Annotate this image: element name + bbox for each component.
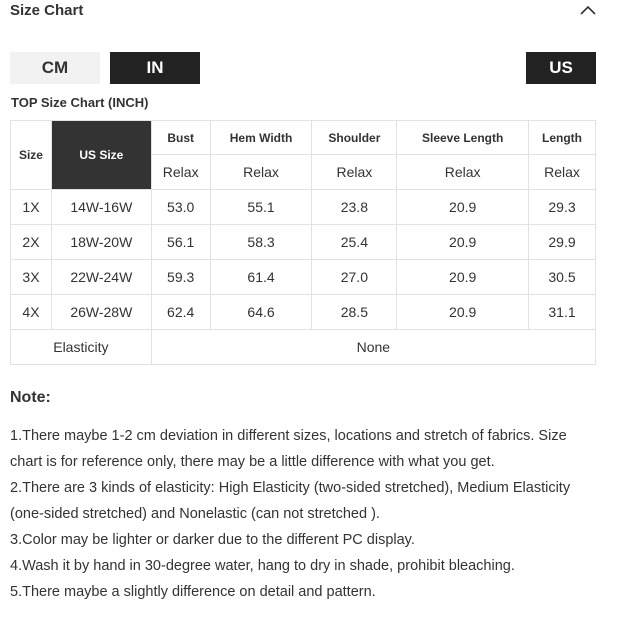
table-row bbox=[11, 260, 596, 295]
value-cell: 25.4 bbox=[312, 225, 397, 260]
column-header: Hem Width bbox=[210, 121, 312, 155]
value-cell: 64.6 bbox=[210, 295, 312, 330]
column-header: Bust bbox=[151, 121, 210, 155]
unit-cm-button[interactable]: CM bbox=[10, 52, 100, 84]
value-cell: 62.4 bbox=[151, 295, 210, 330]
value-cell: 61.4 bbox=[210, 260, 312, 295]
value-cell: 30.5 bbox=[529, 260, 596, 295]
column-subheader: Relax bbox=[151, 155, 210, 190]
note-title: Note: bbox=[10, 389, 51, 406]
unit-in-button[interactable]: IN bbox=[110, 52, 200, 84]
size-chart-title: Size Chart bbox=[10, 2, 84, 19]
table-row bbox=[11, 225, 596, 260]
chart-title: TOP Size Chart (INCH) bbox=[11, 95, 149, 110]
size-cell: 2X bbox=[11, 225, 52, 260]
us-size-cell: 22W-24W bbox=[51, 260, 151, 295]
table-row bbox=[11, 190, 596, 225]
chevron-up-icon[interactable] bbox=[579, 3, 597, 17]
value-cell: 20.9 bbox=[397, 190, 529, 225]
value-cell: 31.1 bbox=[529, 295, 596, 330]
value-cell: 27.0 bbox=[312, 260, 397, 295]
value-cell: 20.9 bbox=[397, 260, 529, 295]
note-list bbox=[10, 423, 600, 605]
us-size-cell: 18W-20W bbox=[51, 225, 151, 260]
column-header: Length bbox=[529, 121, 596, 155]
value-cell: 23.8 bbox=[312, 190, 397, 225]
column-subheader: Relax bbox=[397, 155, 529, 190]
value-cell: 20.9 bbox=[397, 295, 529, 330]
us-size-cell: 14W-16W bbox=[51, 190, 151, 225]
value-cell: 55.1 bbox=[210, 190, 312, 225]
elasticity-value: None bbox=[151, 330, 595, 365]
us-size-cell: 26W-28W bbox=[51, 295, 151, 330]
table-header-row bbox=[11, 121, 596, 155]
note-item: 1.There maybe 1-2 cm deviation in different sizes, locations and stretch of fabrics. Size chart is for reference only, there may be a little difference with what you get. bbox=[10, 428, 567, 470]
size-cell: 3X bbox=[11, 260, 52, 295]
size-cell: 4X bbox=[11, 295, 52, 330]
size-table bbox=[10, 120, 596, 365]
column-subheader: Relax bbox=[210, 155, 312, 190]
value-cell: 53.0 bbox=[151, 190, 210, 225]
size-cell: 1X bbox=[11, 190, 52, 225]
size-header: Size bbox=[11, 121, 52, 190]
us-size-header: US Size bbox=[51, 121, 151, 190]
value-cell: 56.1 bbox=[151, 225, 210, 260]
note-item: 3.Color may be lighter or darker due to the different PC display. bbox=[10, 532, 415, 548]
value-cell: 59.3 bbox=[151, 260, 210, 295]
value-cell: 58.3 bbox=[210, 225, 312, 260]
value-cell: 29.3 bbox=[529, 190, 596, 225]
region-us-button[interactable]: US bbox=[526, 52, 596, 84]
value-cell: 29.9 bbox=[529, 225, 596, 260]
note-item: 5.There maybe a slightly difference on detail and pattern. bbox=[10, 584, 376, 600]
column-header: Shoulder bbox=[312, 121, 397, 155]
elasticity-row bbox=[11, 330, 596, 365]
column-header: Sleeve Length bbox=[397, 121, 529, 155]
note-item: 2.There are 3 kinds of elasticity: High Elasticity (two-sided stretched), Medium Elasticity (one-sided stretched) and Nonelastic (can not stretched ). bbox=[10, 480, 571, 522]
value-cell: 20.9 bbox=[397, 225, 529, 260]
table-row bbox=[11, 295, 596, 330]
value-cell: 28.5 bbox=[312, 295, 397, 330]
column-subheader: Relax bbox=[529, 155, 596, 190]
elasticity-label: Elasticity bbox=[11, 330, 152, 365]
column-subheader: Relax bbox=[312, 155, 397, 190]
note-item: 4.Wash it by hand in 30-degree water, hang to dry in shade, prohibit bleaching. bbox=[10, 558, 515, 574]
